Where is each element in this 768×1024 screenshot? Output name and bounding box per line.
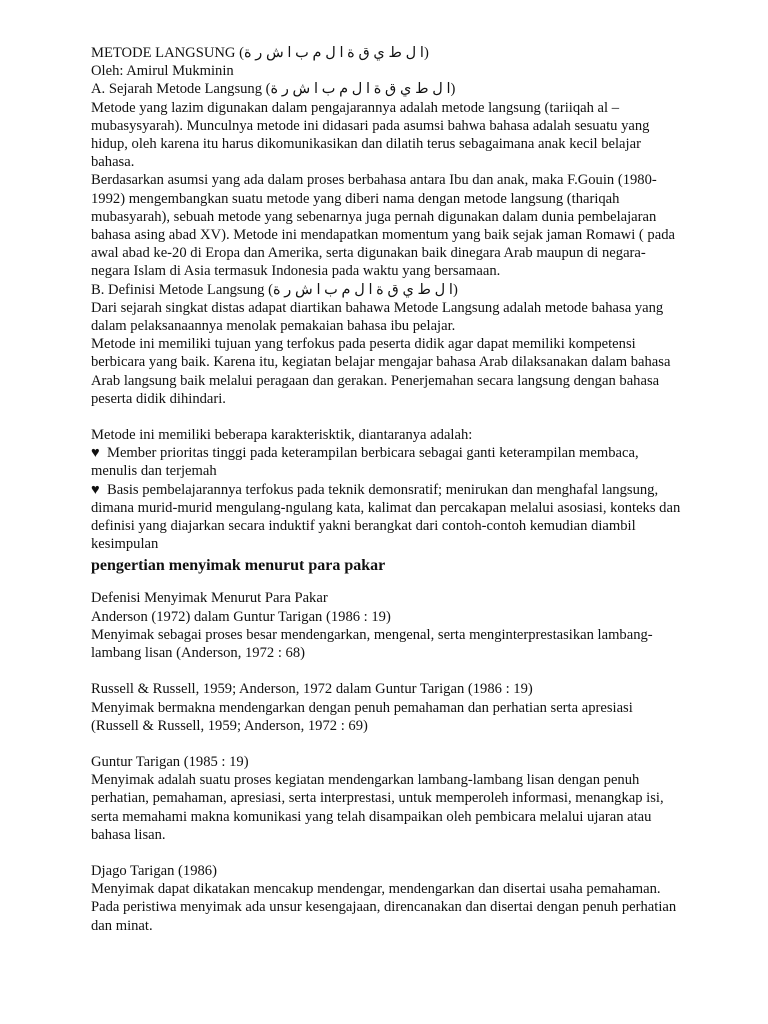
entry-source: Djago Tarigan (1986) <box>91 862 217 879</box>
heart-bullet-icon: ♥ <box>91 445 100 462</box>
document-body <box>91 44 681 935</box>
section-b-paragraph-1: Dari sejarah singkat distas adapat diartikan bahawa Metode Langsung adalah metode bahasa yang dalam pelaksanaannya menolak pemakaian bahasa ibu pelajar. <box>91 299 664 335</box>
characteristics-intro: Metode ini memiliki beberapa karakterisktik, diantaranya adalah: <box>91 427 473 444</box>
entry-text: Menyimak adalah suatu proses kegiatan mendengarkan lambang-lambang lisan dengan penuh perhatian, pemahaman, apresiasi, serta interprestasi, untuk memperoleh informasi, menangkap isi, serta memahami makna komunikasi yang telah disampaikan oleh pembicara melalui ujaran atau bahasa lisan. <box>91 772 664 843</box>
section-heading-menyimak: pengertian menyimak menurut para pakar <box>91 557 386 575</box>
section-b-heading: B. Definisi Metode Langsung (ا ل ط ي ق ة ا ل م ب ا ش ر ة) <box>91 281 458 298</box>
author-line: Oleh: Amirul Mukminin <box>91 63 234 80</box>
section-b-paragraph-2: Metode ini memiliki tujuan yang terfokus pada peserta didik agar dapat memiliki kompetensi berbicara yang baik. Karena itu, kegiatan belajar mengajar bahasa Arab dilaksanakan dalam bahasa Arab langsung baik melalui peragaan dan gerakan. Penerjemahan secara langsung dengan bahasa peserta didik dihindari. <box>91 336 671 407</box>
section-a-paragraph-1: Metode yang lazim digunakan dalam pengajarannya adalah metode langsung (tariiqah al – mubasysyarah). Munculnya metode ini didasari pada asumsi bahwa bahasa adalah sesuatu yang hidup, oleh karena itu harus dikomunikasikan dan dilatih terus sebagaimana anak kecil belajar bahasa. <box>91 99 650 171</box>
bullet-item-text: Basis pembelajarannya terfokus pada teknik demonsratif; menirukan dan menghafal langsung, dimana murid-murid mengulang-ngulang kata, kalimat dan percakapan melalui asosiasi, konteks dan definisi yang diajarkan secara induktif yakni berangkat dari contoh-contoh kemudian diambil kesimpulan <box>91 481 681 553</box>
heart-bullet-icon: ♥ <box>91 481 100 498</box>
bullet-item-text: Member prioritas tinggi pada keterampilan berbicara sebagai ganti keterampilan membaca, menulis dan terjemah <box>91 445 639 480</box>
spacer <box>91 662 681 680</box>
document-title: METODE LANGSUNG (ا ل ط ي ق ة ا ل م ب ا ش ر ة) <box>91 45 429 61</box>
bullet-item-1 <box>91 444 681 480</box>
entry-text: Menyimak sebagai proses besar mendengarkan, mengenal, serta menginterprestasikan lambang-lambang lisan (Anderson, 1972 : 68) <box>91 626 653 662</box>
entry-text: Menyimak dapat dikatakan mencakup mendengar, mendengarkan dan disertai usaha pemahaman. Pada peristiwa menyimak ada unsur kesengajaan, direncanakan dan disertai dengan penuh perhatian dan minat. <box>91 881 677 934</box>
section-a-paragraph-2: Berdasarkan asumsi yang ada dalam proses berbahasa antara Ibu dan anak, maka F.Gouin (1980-1992) mengembangkan suatu metode yang diberi nama dengan metode langsung (thariqah mubasyarah), sebuah metode yang sebenarnya juga pernah digunakan dalam dunia pembelajaran bahasa asing abad XV). Metode ini mendapatkan momentum yang baik sejak jaman Romawi ( pada awal abad ke-20 di Eropa dan Amerika, serta digunakan baik dinegara Arab maupun di negara-negara Islam di Asia termasuk Indonesia pada waktu yang bersamaan. <box>91 172 675 280</box>
entry-source: Anderson (1972) dalam Guntur Tarigan (1986 : 19) <box>91 608 391 625</box>
spacer <box>91 844 681 862</box>
spacer <box>91 735 681 753</box>
definitions-title: Defenisi Menyimak Menurut Para Pakar <box>91 590 328 607</box>
entry-text: Menyimak bermakna mendengarkan dengan penuh pemahaman dan perhatian serta apresiasi (Russell & Russell, 1959; Anderson, 1972 : 69) <box>91 699 633 734</box>
section-a-heading: A. Sejarah Metode Langsung (ا ل ط ي ق ة ا ل م ب ا ش ر ة) <box>91 81 456 98</box>
entry-source: Russell & Russell, 1959; Anderson, 1972 dalam Guntur Tarigan (1986 : 19) <box>91 681 533 698</box>
entry-source: Guntur Tarigan (1985 : 19) <box>91 753 249 770</box>
bullet-item-2 <box>91 481 681 554</box>
spacer <box>91 408 681 426</box>
